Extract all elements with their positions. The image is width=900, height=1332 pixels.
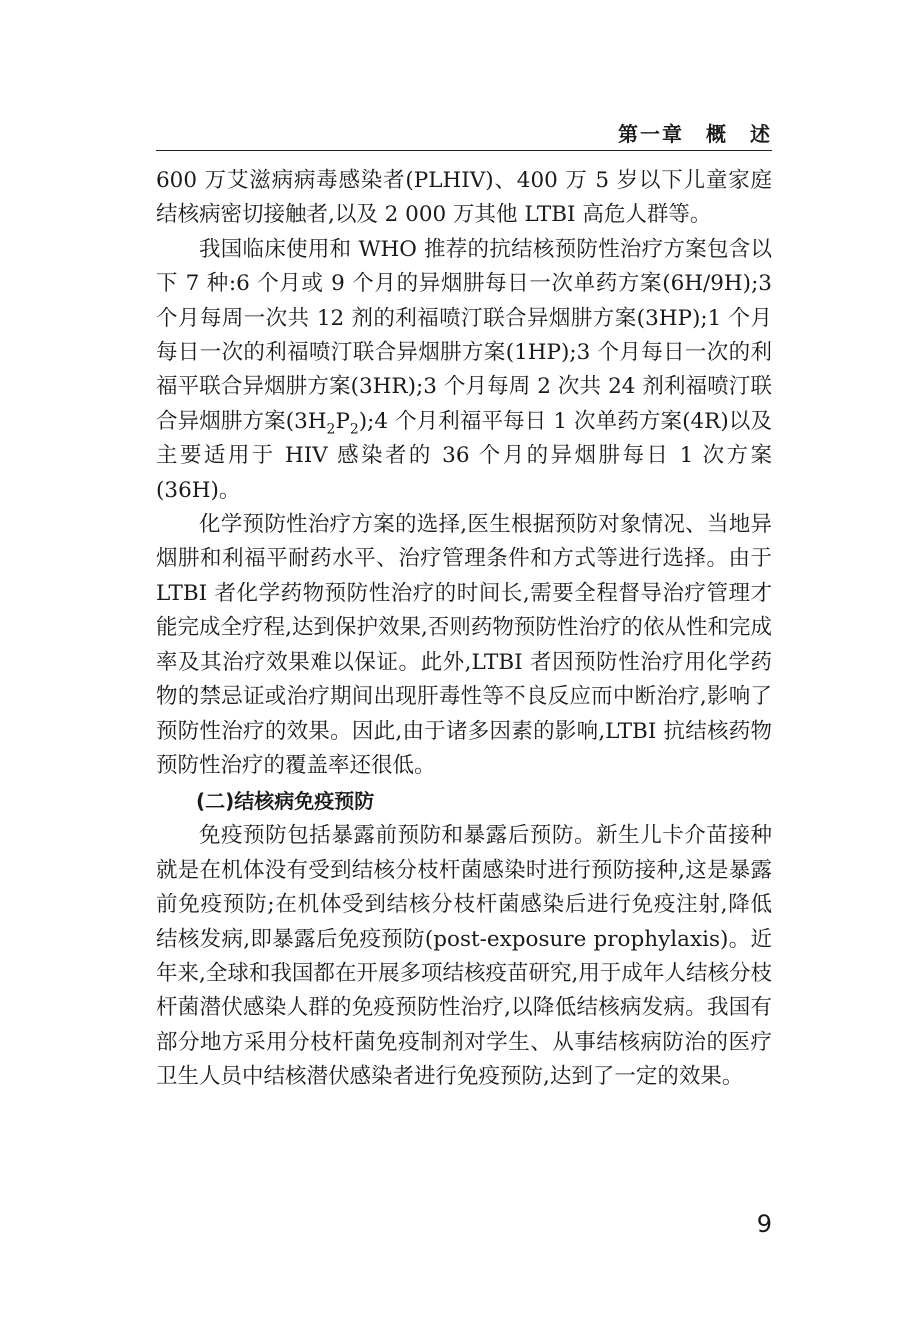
body-text xyxy=(156,164,772,1095)
paragraph-2-text-a: 我国临床使用和 WHO 推荐的抗结核预防性治疗方案包含以下 7 种:6 个月或 9 个月的异烟肼每日一次单药方案(6H/9H);3 个月每周一次共 12 剂的利福喷汀联合异烟肼方案(3HP);1 个月每日一次的利福喷汀联合异烟肼方案(1HP);3 个月每日一次的利福平联合异烟肼方案(3HR);3 个月每周 2 次共 24 剂利福喷汀联合异烟肼方案(3H xyxy=(156,236,772,434)
running-head-title: 第一章 概 述 xyxy=(618,122,772,146)
subscript-p: 2 xyxy=(349,421,359,438)
paragraph-4: 免疫预防包括暴露前预防和暴露后预防。新生儿卡介苗接种就是在机体没有受到结核分枝杆菌感染时进行预防接种,这是暴露前免疫预防;在机体受到结核分枝杆菌感染后进行免疫注射,降低结核发病,即暴露后免疫预防(post-exposure prophylaxis)。近年来,全球和我国都在开展多项结核疫苗研究,用于成年人结核分枝杆菌潜伏感染人群的免疫预防性治疗,以降低结核病发病。我国有部分地方采用分枝杆菌免疫制剂对学生、从事结核病防治的医疗卫生人员中结核潜伏感染者进行免疫预防,达到了一定的效果。 xyxy=(156,823,772,1090)
section-heading: (二)结核病免疫预防 xyxy=(196,789,375,814)
paragraph-2 xyxy=(156,233,772,508)
page-number: 9 xyxy=(756,1210,772,1238)
header-divider xyxy=(156,150,772,151)
paragraph-3: 化学预防性治疗方案的选择,医生根据预防对象情况、当地异烟肼和利福平耐药水平、治疗管理条件和方式等进行选择。由于 LTBI 者化学药物预防性治疗的时间长,需要全程督导治疗管理才能完成全疗程,达到保护效果,否则药物预防性治疗的依从性和完成率及其治疗效果难以保证。此外,LTBI 者因预防性治疗用化学药物的禁忌证或治疗期间出现肝毒性等不良反应而中断治疗,影响了预防性治疗的效果。因此,由于诸多因素的影响,LTBI 抗结核药物预防性治疗的覆盖率还很低。 xyxy=(156,512,772,778)
paragraph-2-text-b: );4 个月利福平每日 1 次单药方案(4R)以及主要适用于 HIV 感染者的 36 个月的异烟肼每日 1 次方案(36H)。 xyxy=(156,408,772,503)
subscript-h: 2 xyxy=(326,421,336,438)
paragraph-1: 600 万艾滋病病毒感染者(PLHIV)、400 万 5 岁以下儿童家庭结核病密切接触者,以及 2 000 万其他 LTBI 高危人群等。 xyxy=(156,168,772,228)
paragraph-2-text-p: P xyxy=(335,408,350,434)
